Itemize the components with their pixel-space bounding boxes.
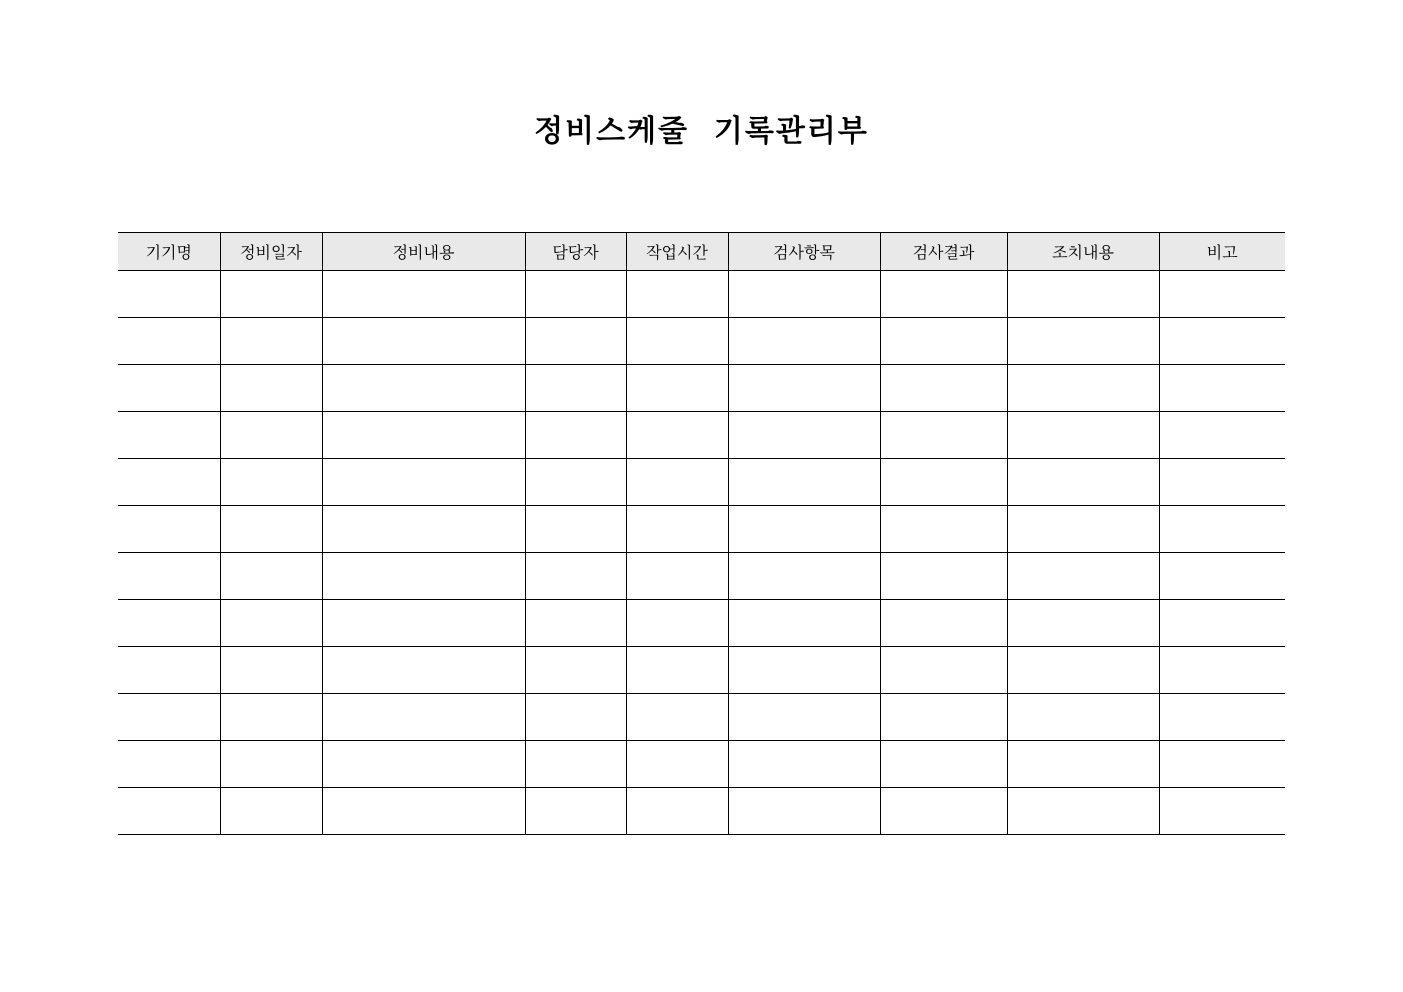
table-cell[interactable] (118, 318, 220, 365)
table-cell[interactable] (728, 741, 880, 788)
table-cell[interactable] (322, 271, 525, 318)
table-row (118, 647, 1285, 694)
column-header-maintenance-date: 정비일자 (220, 233, 322, 271)
table-cell[interactable] (322, 694, 525, 741)
table-cell[interactable] (1007, 553, 1159, 600)
column-header-work-time: 작업시간 (626, 233, 728, 271)
table-cell[interactable] (525, 600, 626, 647)
table-cell[interactable] (626, 553, 728, 600)
table-cell[interactable] (118, 741, 220, 788)
column-header-inspection-result: 검사결과 (880, 233, 1007, 271)
table-cell[interactable] (728, 318, 880, 365)
table-cell[interactable] (525, 553, 626, 600)
table-cell[interactable] (118, 694, 220, 741)
column-header-device-name: 기기명 (118, 233, 220, 271)
table-cell[interactable] (1159, 318, 1285, 365)
table-cell[interactable] (1159, 741, 1285, 788)
table-cell[interactable] (626, 741, 728, 788)
table-cell[interactable] (626, 318, 728, 365)
table-cell[interactable] (1007, 647, 1159, 694)
table-cell[interactable] (728, 647, 880, 694)
table-cell[interactable] (118, 553, 220, 600)
table-cell[interactable] (525, 459, 626, 506)
table-cell[interactable] (626, 271, 728, 318)
table-cell[interactable] (525, 694, 626, 741)
table-cell[interactable] (322, 600, 525, 647)
table-cell[interactable] (220, 506, 322, 553)
table-cell[interactable] (728, 506, 880, 553)
table-cell[interactable] (1159, 788, 1285, 835)
table-cell[interactable] (1007, 788, 1159, 835)
column-header-remarks: 비고 (1159, 233, 1285, 271)
table-row (118, 741, 1285, 788)
table-row (118, 506, 1285, 553)
table-cell[interactable] (728, 553, 880, 600)
table-cell[interactable] (322, 741, 525, 788)
table-cell[interactable] (220, 365, 322, 412)
table-cell[interactable] (118, 459, 220, 506)
table-cell[interactable] (728, 694, 880, 741)
table-cell[interactable] (525, 318, 626, 365)
table-cell[interactable] (880, 412, 1007, 459)
table-cell[interactable] (220, 694, 322, 741)
table-cell[interactable] (118, 647, 220, 694)
table-cell[interactable] (1159, 694, 1285, 741)
table-cell[interactable] (626, 600, 728, 647)
table-cell[interactable] (220, 318, 322, 365)
table-cell[interactable] (525, 412, 626, 459)
table-row (118, 553, 1285, 600)
table-row (118, 271, 1285, 318)
table-row (118, 459, 1285, 506)
table-cell[interactable] (1007, 412, 1159, 459)
table-cell[interactable] (525, 271, 626, 318)
table-cell[interactable] (1007, 600, 1159, 647)
table-row (118, 318, 1285, 365)
column-header-assignee: 담당자 (525, 233, 626, 271)
table-cell[interactable] (1007, 318, 1159, 365)
table-cell[interactable] (118, 600, 220, 647)
table-cell[interactable] (626, 788, 728, 835)
table-cell[interactable] (525, 365, 626, 412)
table-cell[interactable] (1159, 600, 1285, 647)
column-header-maintenance-details: 정비내용 (322, 233, 525, 271)
table-cell[interactable] (728, 412, 880, 459)
table-cell[interactable] (880, 553, 1007, 600)
table-cell[interactable] (118, 271, 220, 318)
table-cell[interactable] (322, 365, 525, 412)
table-cell[interactable] (1159, 459, 1285, 506)
table-cell[interactable] (118, 788, 220, 835)
column-header-inspection-item: 검사항목 (728, 233, 880, 271)
table-row (118, 365, 1285, 412)
table-cell[interactable] (728, 788, 880, 835)
table-header-row (118, 233, 1285, 271)
table-cell[interactable] (728, 600, 880, 647)
table-cell[interactable] (1159, 506, 1285, 553)
table-cell[interactable] (1159, 647, 1285, 694)
table-cell[interactable] (220, 647, 322, 694)
table-cell[interactable] (1007, 459, 1159, 506)
table-cell[interactable] (728, 271, 880, 318)
table-cell[interactable] (525, 506, 626, 553)
table-cell[interactable] (1007, 694, 1159, 741)
table-cell[interactable] (1159, 553, 1285, 600)
table-cell[interactable] (626, 694, 728, 741)
table-cell[interactable] (1159, 365, 1285, 412)
table-cell[interactable] (626, 506, 728, 553)
table-cell[interactable] (118, 365, 220, 412)
table-cell[interactable] (1007, 271, 1159, 318)
table-row (118, 412, 1285, 459)
table-cell[interactable] (322, 788, 525, 835)
table-cell[interactable] (220, 600, 322, 647)
table-cell[interactable] (1159, 412, 1285, 459)
table-cell[interactable] (220, 788, 322, 835)
table-cell[interactable] (220, 741, 322, 788)
table-cell[interactable] (880, 694, 1007, 741)
table-cell[interactable] (1007, 506, 1159, 553)
table-cell[interactable] (118, 506, 220, 553)
table-cell[interactable] (220, 412, 322, 459)
table-cell[interactable] (525, 647, 626, 694)
table-cell[interactable] (626, 412, 728, 459)
table-cell[interactable] (728, 365, 880, 412)
table-cell[interactable] (1007, 741, 1159, 788)
table-cell[interactable] (880, 741, 1007, 788)
table-cell[interactable] (880, 506, 1007, 553)
table-cell[interactable] (322, 553, 525, 600)
table-cell[interactable] (880, 318, 1007, 365)
table-cell[interactable] (880, 788, 1007, 835)
table-cell[interactable] (322, 506, 525, 553)
table-body (118, 271, 1285, 835)
table-cell[interactable] (1007, 365, 1159, 412)
table-cell[interactable] (728, 459, 880, 506)
table-cell[interactable] (626, 459, 728, 506)
table-cell[interactable] (220, 553, 322, 600)
table-cell[interactable] (322, 459, 525, 506)
table-cell[interactable] (626, 647, 728, 694)
table-cell[interactable] (118, 412, 220, 459)
table-cell[interactable] (880, 459, 1007, 506)
table-cell[interactable] (880, 271, 1007, 318)
table-cell[interactable] (1159, 271, 1285, 318)
table-row (118, 600, 1285, 647)
table-cell[interactable] (220, 459, 322, 506)
table-cell[interactable] (880, 365, 1007, 412)
table-cell[interactable] (220, 271, 322, 318)
maintenance-record-table (118, 232, 1285, 835)
page-title: 정비스케줄 기록관리부 (534, 114, 869, 149)
column-header-action-taken: 조치내용 (1007, 233, 1159, 271)
table-cell[interactable] (626, 365, 728, 412)
table-cell[interactable] (525, 741, 626, 788)
table-cell[interactable] (525, 788, 626, 835)
table-cell[interactable] (880, 647, 1007, 694)
table-cell[interactable] (322, 647, 525, 694)
table-cell[interactable] (322, 412, 525, 459)
table-cell[interactable] (322, 318, 525, 365)
table-row (118, 788, 1285, 835)
table-cell[interactable] (880, 600, 1007, 647)
table-row (118, 694, 1285, 741)
